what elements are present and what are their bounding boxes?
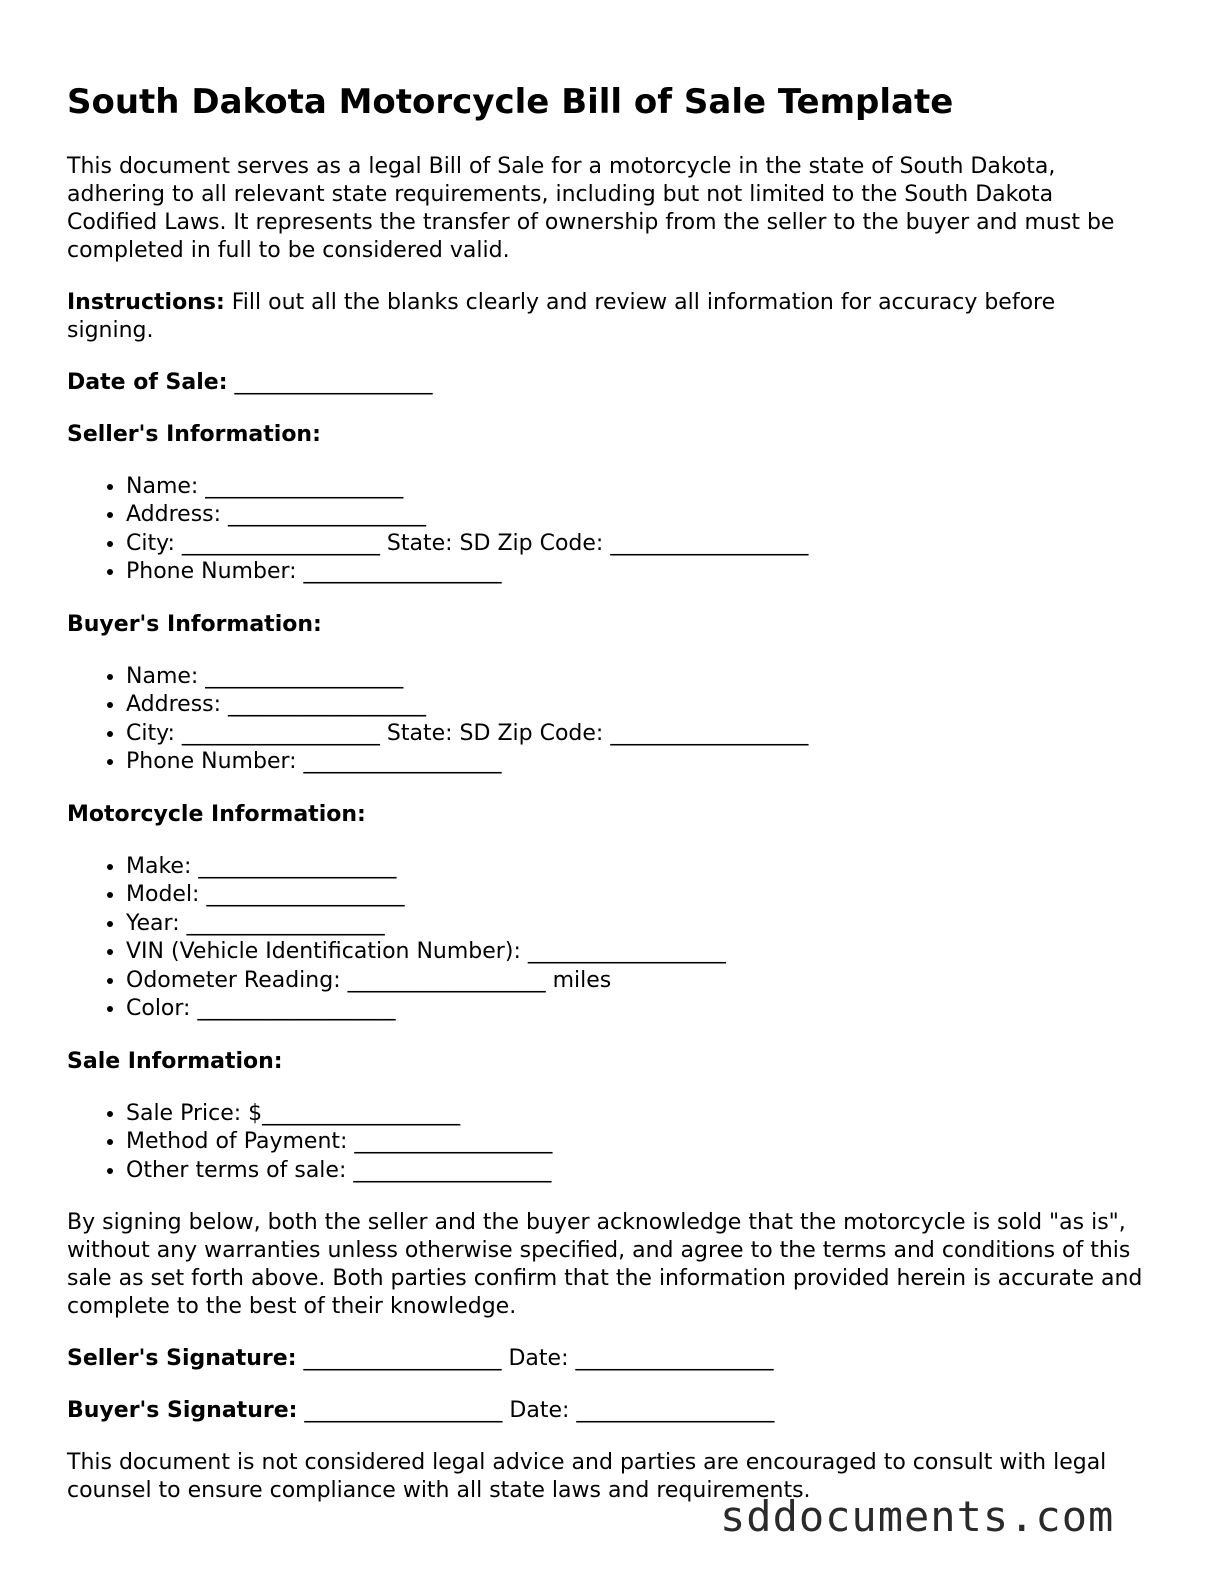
page-title: South Dakota Motorcycle Bill of Sale Template [67, 82, 954, 122]
seller-phone-item: • Phone Number: __________________ [126, 558, 1147, 587]
instructions-text: Fill out all the blanks clearly and review all information for accuracy before signing. [67, 289, 1056, 343]
buyer-name-item: • Name: __________________ [126, 663, 1147, 692]
buyer-signature-label: Buyer's Signature: [67, 1398, 298, 1424]
motorcycle-heading: Motorcycle Information: [67, 801, 366, 827]
seller-signature-line [67, 1345, 1147, 1373]
buyer-address-item: • Address: __________________ [126, 691, 1147, 720]
motorcycle-year-item: • Year: __________________ [126, 910, 1147, 939]
date-of-sale-line [67, 369, 1147, 397]
seller-name-item: • Name: __________________ [126, 473, 1147, 502]
motorcycle-vin-item: • VIN (Vehicle Identification Number): __________________ [126, 938, 1147, 967]
motorcycle-odometer-item: • Odometer Reading: __________________ miles [126, 967, 1147, 996]
motorcycle-info-list [67, 853, 1147, 1024]
instructions-label: Instructions: [67, 289, 225, 315]
seller-info-list [67, 473, 1147, 587]
motorcycle-model-item: • Model: __________________ [126, 881, 1147, 910]
seller-city-item: • City: __________________ State: SD Zip Code: __________________ [126, 530, 1147, 559]
intro-paragraph: This document serves as a legal Bill of Sale for a motorcycle in the state of South Dakota, adhering to all relevant state requirements, including but not limited to the South Dakota Codified Laws. It represents the transfer of ownership from the seller to the buyer and must be completed in full to be considered valid. [67, 153, 1115, 263]
buyer-heading: Buyer's Information: [67, 611, 322, 637]
instructions-paragraph [67, 289, 1147, 345]
buyer-phone-item: • Phone Number: __________________ [126, 748, 1147, 777]
buyer-info-list [67, 663, 1147, 777]
payment-method-item: • Method of Payment: __________________ [126, 1128, 1147, 1157]
seller-heading: Seller's Information: [67, 421, 321, 447]
sale-heading: Sale Information: [67, 1048, 283, 1074]
seller-address-item: • Address: __________________ [126, 501, 1147, 530]
date-of-sale-label: Date of Sale: [67, 369, 228, 395]
document-page [67, 82, 1147, 1529]
acknowledgement-paragraph: By signing below, both the seller and the buyer acknowledge that the motorcycle is sold "as is", without any warranties unless otherwise specified, and agree to the terms and conditions of this sale as set forth above. Both parties confirm that the information provided herein is accurate and complete to the best of their knowledge. [67, 1210, 1143, 1320]
buyer-city-item: • City: __________________ State: SD Zip Code: __________________ [126, 720, 1147, 749]
sale-info-list [67, 1100, 1147, 1186]
buyer-signature-line [67, 1397, 1147, 1425]
date-of-sale-blank: __________________ [227, 369, 433, 395]
seller-signature-blank: __________________ Date: __________________ [296, 1346, 774, 1372]
sale-price-item: • Sale Price: $__________________ [126, 1100, 1147, 1129]
disclaimer-paragraph: This document is not considered legal advice and parties are encouraged to consult with legal counsel to ensure compliance with all state laws and requirements. [67, 1450, 1107, 1504]
seller-signature-label: Seller's Signature: [67, 1346, 297, 1372]
motorcycle-make-item: • Make: __________________ [126, 853, 1147, 882]
other-terms-item: • Other terms of sale: __________________ [126, 1157, 1147, 1186]
watermark: sddocuments.com [720, 1492, 1115, 1541]
buyer-signature-blank: __________________ Date: __________________ [297, 1398, 775, 1424]
motorcycle-color-item: • Color: __________________ [126, 995, 1147, 1024]
